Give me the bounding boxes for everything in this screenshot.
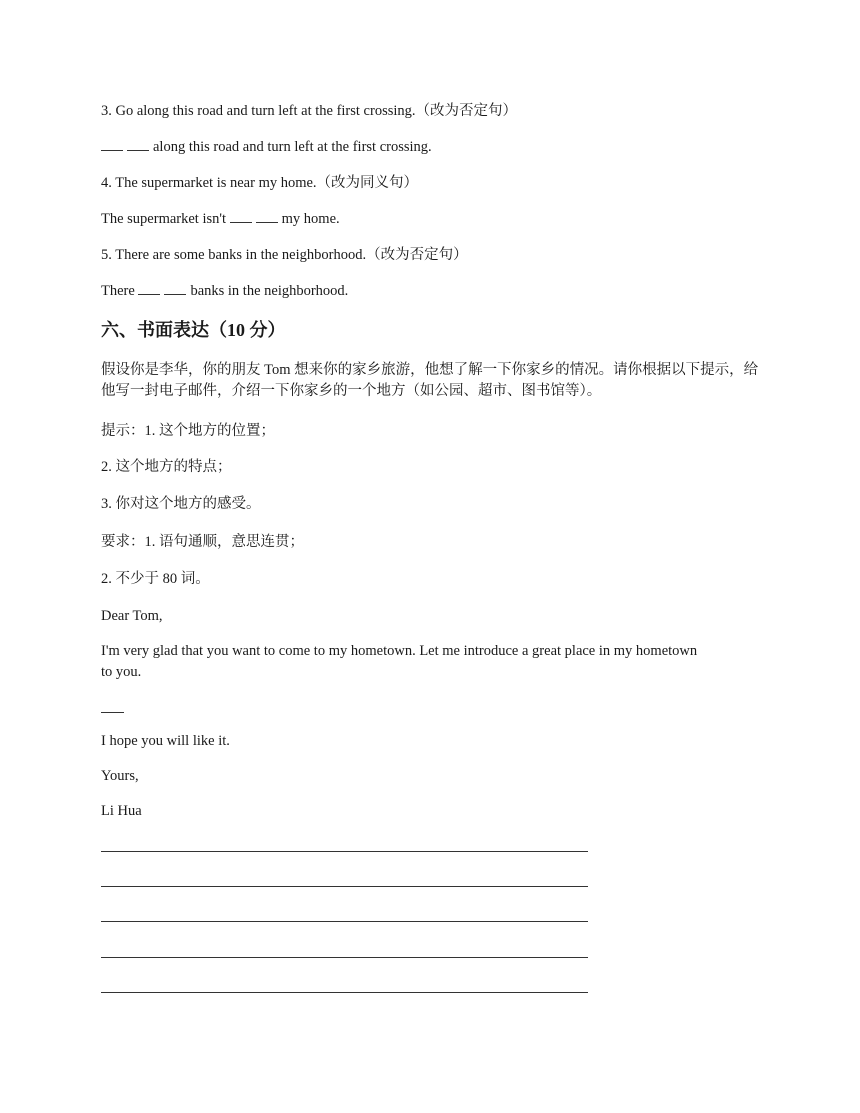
hint-2: 2. 这个地方的特点； [101,459,232,475]
blank[interactable] [138,282,160,295]
answer-line-4 [101,209,761,230]
letter-signoff: Yours, [101,768,139,784]
blank[interactable] [230,210,252,223]
requirement-1: 要求：1. 语句通顺，意思连贯； [101,534,304,550]
answer-line-3 [101,137,761,158]
writing-line[interactable] [101,851,588,852]
answer-text: banks in the neighborhood. [190,283,349,299]
blank[interactable] [164,282,186,295]
letter-signature: Li Hua [101,803,142,819]
answer-text: There [101,283,135,299]
blank[interactable] [127,138,149,151]
question-3: 3. Go along this road and turn left at the first crossing.（改为否定句） [101,103,518,119]
answer-line-5 [101,281,761,302]
blank[interactable] [101,138,123,151]
writing-line[interactable] [101,886,588,887]
answer-text: The supermarket isn't [101,211,227,227]
letter-closing: I hope you will like it. [101,733,230,749]
letter-greeting: Dear Tom, [101,608,163,624]
writing-line[interactable] [101,921,588,922]
letter-body-blank[interactable] [101,712,124,713]
writing-line[interactable] [101,992,588,993]
question-4: 4. The supermarket is near my home.（改为同义句） [101,175,419,191]
blank[interactable] [256,210,278,223]
letter-opening: I'm very glad that you want to come to my hometown. Let me introduce a great place in my hometown to you. [101,643,701,680]
question-5: 5. There are some banks in the neighborhood.（改为否定句） [101,247,468,263]
requirement-2: 2. 不少于 80 词。 [101,571,210,587]
answer-text: along this road and turn left at the first crossing. [153,139,432,155]
writing-prompt: 假设你是李华，你的朋友 Tom 想来你的家乡旅游，他想了解一下你家乡的情况。请你根据以下提示，给他写一封电子邮件，介绍一下你家乡的一个地方（如公园、超市、图书馆等）。 [101,362,759,399]
hint-1: 提示：1. 这个地方的位置； [101,423,275,439]
section-heading: 六、书面表达（10 分） [101,320,286,340]
answer-text: my home. [281,211,340,227]
writing-line[interactable] [101,957,588,958]
hint-3: 3. 你对这个地方的感受。 [101,496,261,512]
